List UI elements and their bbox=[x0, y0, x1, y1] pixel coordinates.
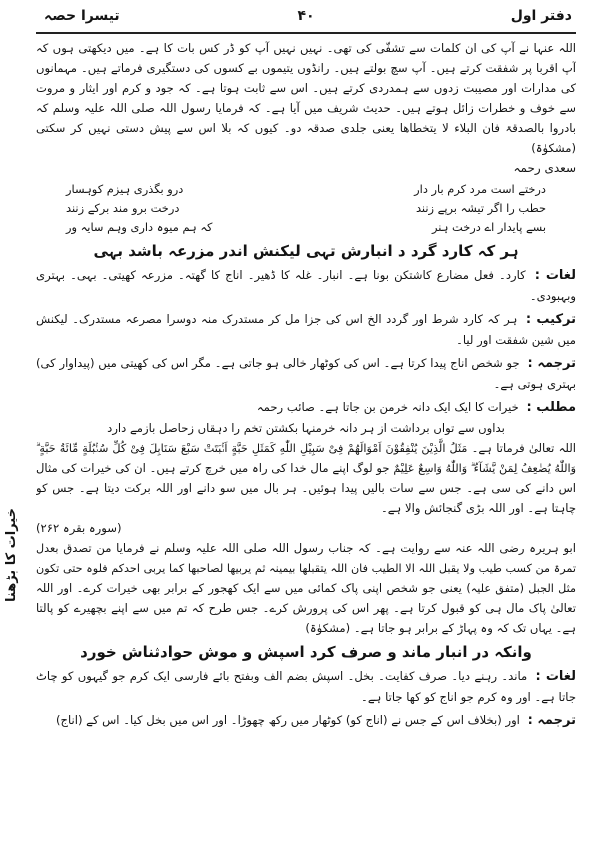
meaning-text: خیرات کا ایک ایک دانہ خرمن بن جاتا ہے۔ صائب رحمہ bbox=[256, 400, 519, 414]
header-rule bbox=[36, 32, 576, 34]
intro-paragraph: اللہ عنہا نے آپ کی ان کلمات سے تشفّی کی تھی۔ نہیں نہیں آپ کو ڈر کس بات کا ہے۔ میں دیکھتی ہوں کہ آپ اقربا پر شفقت کرتے ہیں۔ آپ سچ بولتے ہیں۔ رانڈوں یتیموں بے کسوں کی دستگیری فرماتے ہیں۔ مہمانوں کی مدارات اور مصیبت زدوں سے ہمدردی کرتے ہیں۔ اس سے ثابت ہوتا ہے۔ کہ جود و کرم اور ایثار و مروت سے خوف و خطرات زائل ہوتے ہیں۔ حدیث شریف میں آیا ہے۔ کہ فرمایا رسول اللہ صلی اللہ علیہ وسلم کہ بادروا بالصدقۃ فان البلاء لا یتخطاھا یعنی جلدی صدقہ دو۔ کیوں کہ بلا اس سے پیش دستی نہیں کر سکتی (مشکوٰۃ) bbox=[36, 41, 576, 155]
couplet: بداوں سے تواں برداشت از ہر دانہ خرمنہا بکشتن تخم را دہقاں زحاصل بازمے دارد bbox=[107, 421, 505, 435]
meaning-label: مطلب : bbox=[526, 400, 576, 415]
quran-section bbox=[36, 438, 576, 518]
header-volume: دفتر اول bbox=[510, 8, 572, 24]
poem-hemistich: درو بگذری ہیزم کوہسار bbox=[66, 182, 184, 196]
translation-section-2 bbox=[36, 710, 576, 731]
margin-note: خیرات کا بڑھنا bbox=[4, 508, 19, 602]
vocabulary-text: کارد۔ فعل مضارع کاشتکن بونا ہے۔ انبار۔ غلہ کا ڈھیر۔ اناج کا گھتہ۔ مزرعہ کھیتی۔ بہی۔ بہتری وبہبودی۔ bbox=[36, 268, 576, 303]
translation-label-2: ترجمہ : bbox=[527, 713, 576, 728]
hadith-urdu: یعنی جو شخص اپنی پاک کمائی میں سے ایک کھجور کے برابر بھی خیرات کرے۔ اور اللہ تعالیٰ پاک مال ہی کو قبول کرتا ہے۔ پھر اس کی پرورش کرے۔ جس طرح کہ تم میں سے اپنے بچھیرے کو پالتا ہے۔ یہاں تک کہ وہ پہاڑ کے برابر ہو جاتا ہے۔ (مشکوٰۃ) bbox=[36, 581, 576, 635]
vocabulary-label-2: لغات : bbox=[535, 669, 576, 684]
hadith-section bbox=[36, 538, 576, 638]
poem-line bbox=[36, 180, 576, 199]
hadith-intro: ابو ہریرہ رضی اللہ عنہ سے روایت ہے۔ کہ جناب رسول اللہ صلی اللہ علیہ وسلم نے فرمایا من تصدق bbox=[63, 541, 576, 555]
page-number: ۴۰ bbox=[297, 8, 315, 24]
poem-hemistich: درخت برو مند برکے زنند bbox=[66, 201, 180, 215]
poem-line bbox=[36, 218, 576, 237]
page-body bbox=[36, 38, 576, 838]
hadith-arabic: بعدل تمرۃ من کسب طیب ولا یقبل اللہ الا الطیب فان اللہ یتقبلھا بیمینہ ثم یربیھا لصاحبھا کما یربی احدکم فلوہ حتی تکون مثل الجبل (متفق علیہ) bbox=[36, 542, 576, 595]
quran-urdu: جو لوگ اپنے مال خدا کی راہ میں خرچ کرتے ہیں۔ ان کی خیرات کی مثال اس دانے کی سی ہے۔ جس سے سات بالیں پیدا ہوئیں۔ ہر بال میں سو دانے اور اللہ برکت دیتا ہے۔ جس کو چاہتا ہے۔ اور اللہ بڑی گنجائش والا ہے۔ bbox=[36, 461, 576, 515]
vocabulary-section-2 bbox=[36, 666, 576, 707]
second-verse: وانکہ در انبار ماند و صرف کرد اسپش و موش حوادثناش خورد bbox=[80, 643, 532, 661]
vocabulary-label: لغات : bbox=[534, 268, 576, 283]
poet-label: سعدی رحمہ bbox=[513, 161, 576, 175]
poem-hemistich: کہ ہم میوہ داری وہم سایہ ور bbox=[66, 220, 213, 234]
poem-hemistich: درختے است مرد کرم بار دار bbox=[414, 182, 546, 196]
header-part: تیسرا حصہ bbox=[44, 8, 120, 24]
quran-intro: اللہ تعالیٰ فرماتا ہے۔ bbox=[471, 441, 576, 455]
surah-reference: (سورہ بقرہ ۲۶۲) bbox=[36, 521, 122, 535]
vocabulary-section bbox=[36, 265, 576, 306]
poem-hemistich: حطب را اگر تیشہ برپے زنند bbox=[415, 201, 546, 215]
translation-section bbox=[36, 353, 576, 394]
grammar-section bbox=[36, 309, 576, 350]
translation-label: ترجمہ : bbox=[527, 356, 576, 371]
translation-text: جو شخص اناج پیدا کرتا ہے۔ اس کی کوٹھار خالی ہو جاتی ہے۔ مگر اس کی کھیتی میں (پیداوار کی) بہتری ہوتی ہے۔ bbox=[36, 356, 576, 391]
quran-arabic: مَثَلُ الَّذِيْنَ يُنْفِقُوْنَ اَمْوَالَهُمْ فِىْ سَبِيْلِ اللّٰهِ كَمَثَلِ حَبَّةٍ اَنْۢبَتَتْ سَبْعَ سَنَابِلَ فِىْ كُلِّ سُنْۢبُلَةٍ مِّائَةُ حَبَّةٍ ۗ وَاللّٰهُ يُضٰعِفُ لِمَنْ يَّشَآءُ ۗ وَاللّٰهُ وَاسِعٌ عَلِيْمٌ bbox=[36, 442, 576, 475]
vocabulary-text-2: ماند۔ رہنے دیا۔ صرف کفایت۔ بخل۔ اسپش بضم الف وبفتح بائے فارسی ایک کرم جو گیہوں کو چاٹ جاتا ہے۔ اور وہ کرم جو اناج کو کھا جاتا ہے۔ bbox=[36, 669, 576, 704]
poem-line bbox=[36, 199, 576, 218]
meaning-section bbox=[36, 397, 576, 418]
grammar-label: ترکیب : bbox=[525, 312, 576, 327]
main-verse: ہر کہ کارد گرد د انبارش تہی لیکنش اندر مزرعہ باشد بہی bbox=[93, 242, 519, 260]
persian-poem bbox=[36, 180, 576, 237]
page-header bbox=[36, 4, 576, 32]
grammar-text: ہر کہ کارد شرط اور گردد الخ اس کی جزا مل کر مستدرک منہ دوسرا مصرعہ مستدرک۔ لیکنش میں شین شفقت اور لیا۔ bbox=[36, 312, 576, 347]
poem-hemistich: بسے پایدار اے درخت ہنر bbox=[432, 220, 546, 234]
translation-text-2: اور (بخلاف اس کے جس نے (اناج کو) کوٹھار میں رکھ چھوڑا۔ اور اس میں بخل کیا۔ اس کے (اناج) bbox=[55, 713, 520, 727]
